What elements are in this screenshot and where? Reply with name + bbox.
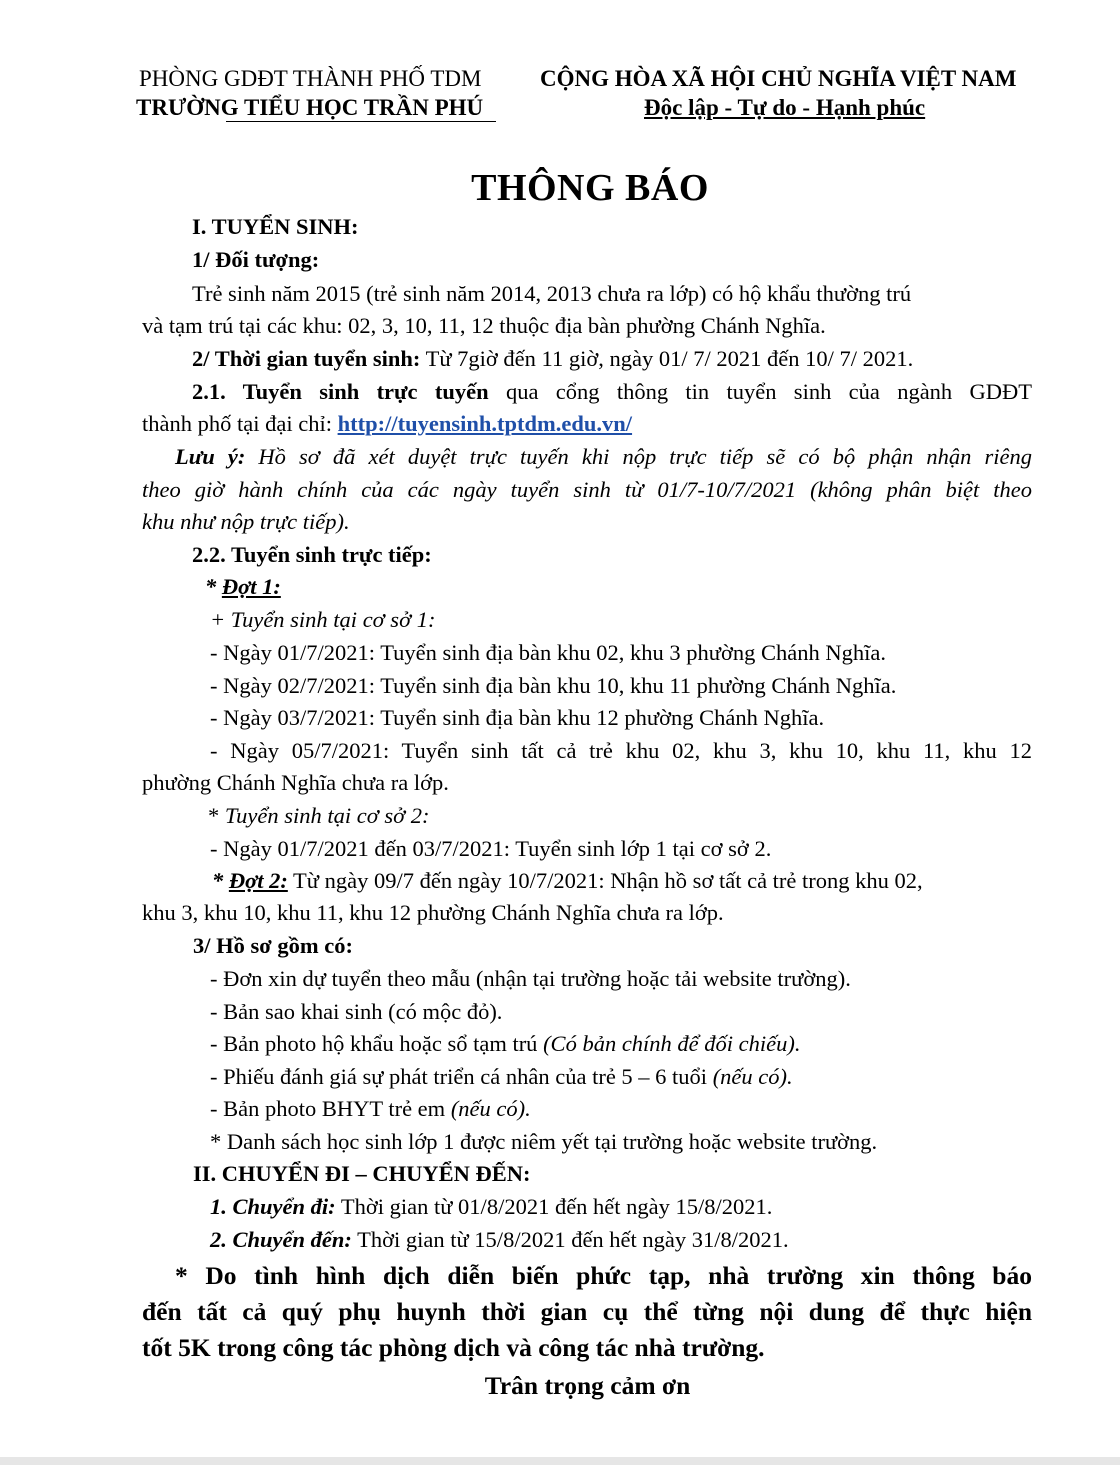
chuyen-di-label: 1. Chuyển đi:	[210, 1194, 336, 1219]
online-url-link[interactable]: http://tuyensinh.tptdm.edu.vn/	[337, 411, 633, 436]
hoso-item-3-text: - Bản photo hộ khẩu hoặc sổ tạm trú	[210, 1031, 544, 1056]
coso-1-item-2: - Ngày 02/7/2021: Tuyển sinh địa bàn khu 10, khu 11 phường Chánh Nghĩa.	[210, 673, 897, 698]
coso-1-item-3: - Ngày 03/7/2021: Tuyển sinh địa bàn khu 12 phường Chánh Nghĩa.	[210, 705, 825, 730]
coso-1-label: + Tuyển sinh tại cơ sở 1:	[210, 607, 436, 632]
luu-y-line-3: khu như nộp trực tiếp).	[142, 509, 350, 534]
section-1-heading: I. TUYỂN SINH:	[192, 214, 359, 239]
coso-1-item-1: - Ngày 01/7/2021: Tuyển sinh địa bàn khu 02, khu 3 phường Chánh Nghĩa.	[210, 640, 886, 665]
online-line-1	[192, 377, 1032, 407]
chuyen-di	[210, 1192, 1100, 1222]
online-address-prefix: thành phố tại đại chỉ:	[142, 411, 338, 436]
coso-2-label: Tuyển sinh tại cơ sở 2:	[224, 803, 430, 828]
hoso-item-4-note: (nếu có).	[712, 1064, 793, 1089]
online-label: 2.1. Tuyển sinh trực tuyến	[192, 379, 489, 404]
national-title: CỘNG HÒA XÃ HỘI CHỦ NGHĨA VIỆT NAM	[540, 66, 1017, 91]
online-text: qua cổng thông tin tuyển sinh của ngành GDĐT	[488, 379, 1032, 404]
dot-2-text: Từ ngày 09/7 đến ngày 10/7/2021: Nhận hồ sơ tất cả trẻ trong khu 02,	[287, 868, 923, 893]
document-title: THÔNG BÁO	[471, 167, 709, 209]
coso-2-prefix: *	[208, 803, 225, 828]
chuyen-den-label: 2. Chuyển đến:	[210, 1227, 352, 1252]
coso-2-heading	[208, 801, 1098, 831]
luu-y-line-2: theo giờ hành chính của các ngày tuyển sinh từ 01/7-10/7/2021 (không phân biệt theo	[142, 477, 1032, 502]
hoso-item-5-note: (nếu có).	[450, 1096, 531, 1121]
chuyen-den-text: Thời gian từ 15/8/2021 đến hết ngày 31/8/2021.	[351, 1227, 789, 1252]
hoso-item-2-text: - Bản sao khai sinh (có mộc đỏ).	[210, 999, 503, 1024]
closing-line-1: * Do tình hình dịch diễn biến phức tạp, nhà trường xin thông báo	[175, 1261, 1032, 1290]
page-bottom-edge	[0, 1457, 1120, 1465]
hoso-item-1-text: - Đơn xin dự tuyển theo mẫu (nhận tại trường hoặc tải website trường).	[210, 966, 851, 991]
luu-y-text: Hồ sơ đã xét duyệt trực tuyến khi nộp trực tiếp sẽ có bộ phận nhận riêng	[245, 444, 1033, 469]
luu-y-line-1	[175, 442, 1032, 472]
national-motto: Độc lập - Tự do - Hạnh phúc	[644, 95, 926, 120]
chuyen-di-text: Thời gian từ 01/8/2021 đến hết ngày 15/8/2021.	[335, 1194, 773, 1219]
hoso-item-4-text: - Phiếu đánh giá sự phát triển cá nhân của trẻ 5 – 6 tuổi	[210, 1064, 713, 1089]
department-name: PHÒNG GDĐT THÀNH PHỐ TDM	[139, 66, 482, 91]
closing-line-2: đến tất cả quý phụ huynh thời gian cụ thể từng nội dung để thực hiện	[142, 1297, 1032, 1326]
hoso-item-3-note: (Có bản chính để đối chiếu).	[543, 1031, 801, 1056]
school-name-underline	[226, 121, 496, 122]
doi-tuong-line-2: và tạm trú tại các khu: 02, 3, 10, 11, 12 thuộc địa bàn phường Chánh Nghĩa.	[142, 313, 826, 338]
chuyen-den	[210, 1225, 1100, 1255]
hoso-item-4	[210, 1062, 1100, 1092]
dot-2-prefix: *	[212, 868, 229, 893]
hoso-item-5	[210, 1094, 1100, 1124]
hoso-item-1	[210, 964, 1100, 994]
dot-2-line-2: khu 3, khu 10, khu 11, khu 12 phường Chánh Nghĩa chưa ra lớp.	[142, 900, 724, 925]
dot-2-label: Đợt 2:	[228, 868, 288, 893]
hoso-item-3	[210, 1029, 1100, 1059]
hoso-item-2	[210, 997, 1100, 1027]
thoi-gian-text: Từ 7giờ đến 11 giờ, ngày 01/ 7/ 2021 đến 10/ 7/ 2021.	[420, 346, 914, 371]
doi-tuong-heading: 1/ Đối tượng:	[192, 247, 320, 272]
doi-tuong-line-1: Trẻ sinh năm 2015 (trẻ sinh năm 2014, 2013 chưa ra lớp) có hộ khẩu thường trú	[192, 281, 912, 306]
dot-1-prefix: *	[205, 574, 222, 599]
thoi-gian-label: 2/ Thời gian tuyển sinh:	[192, 346, 421, 371]
luu-y-label: Lưu ý:	[175, 444, 246, 469]
coso-2-item: - Ngày 01/7/2021 đến 03/7/2021: Tuyển sinh lớp 1 tại cơ sở 2.	[210, 836, 772, 861]
closing-thanks: Trân trọng cảm ơn	[484, 1371, 691, 1400]
section-2-heading: II. CHUYỂN ĐI – CHUYỂN ĐẾN:	[193, 1161, 531, 1186]
dot-2-line-1	[212, 866, 1102, 896]
closing-line-3: tốt 5K trong công tác phòng dịch và công tác nhà trường.	[142, 1333, 765, 1362]
online-line-2	[142, 409, 1032, 439]
dot-1-label: Đợt 1:	[221, 574, 281, 599]
thoi-gian-tuyen-sinh	[192, 344, 1082, 374]
hoso-item-5-text: - Bản photo BHYT trẻ em	[210, 1096, 451, 1121]
hoso-heading: 3/ Hồ sơ gồm có:	[193, 933, 353, 958]
direct-heading: 2.2. Tuyển sinh trực tiếp:	[192, 542, 432, 567]
coso-1-item-4-cont: phường Chánh Nghĩa chưa ra lớp.	[142, 770, 449, 795]
school-name: TRƯỜNG TIỂU HỌC TRẦN PHÚ	[136, 95, 484, 120]
coso-1-item-4: - Ngày 05/7/2021: Tuyển sinh tất cả trẻ khu 02, khu 3, khu 10, khu 11, khu 12	[210, 738, 1032, 763]
dot-1-heading	[205, 572, 1095, 602]
danh-sach-note: * Danh sách học sinh lớp 1 được niêm yết tại trường hoặc website trường.	[210, 1129, 878, 1154]
